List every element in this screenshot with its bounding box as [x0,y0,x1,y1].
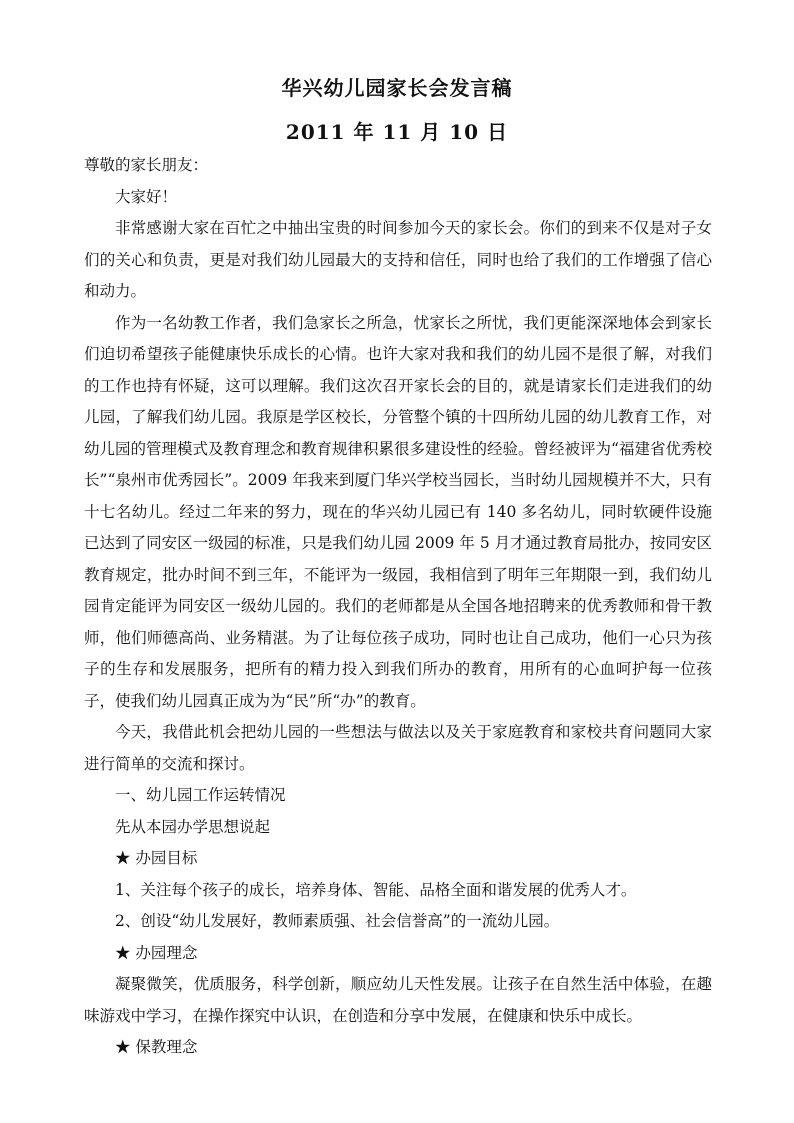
philosophy-text: 凝聚微笑，优质服务，科学创新，顺应幼儿天性发展。让孩子在自然生活中体验，在趣味游戏中学习，在操作探究中认识，在创造和分享中发展，在健康和快乐中成长。 [84,975,712,1025]
section-intro: 先从本园办学思想说起 [115,817,271,836]
greeting: 大家好！ [115,187,178,206]
document-title: 华兴幼儿园家长会发言稿 [281,76,513,100]
goal-item-1: 1、关注每个孩子的成长，培养身体、智能、品格全面和谐发展的优秀人才。 [115,880,637,899]
goal-heading: ★ 办园目标 [115,849,198,867]
care-heading: ★ 保教理念 [115,1038,198,1056]
goal-item-2: 2、创设“幼儿发展好，教师素质强、社会信誉高”的一流幼儿园。 [115,912,560,930]
philosophy-heading: ★ 办园理念 [115,943,198,962]
paragraph-introduction: 作为一名幼教工作者，我们急家长之所急，忧家长之所忧，我们更能深深地体会到家长们迫切希望孩子能健康快乐成长的心情。也许大家对我和我们的幼儿园不是很了解，对我们的工作也持有怀疑，这可以理解。我们这次召开家长会的目的，就是请家长们走进我们的幼儿园，了解我们幼儿园。我原是学区校长，分管整个镇的十四所幼儿园的幼儿教育工作，对幼儿园的管理模式及教育理念和教育规律积累很多建设性的经验。曾经被评为“福建省优秀校长”“泉州市优秀园长”。2009 年我来到厦门华兴学校当园长，当时幼儿园规模并不大，只有十七名幼儿。经过二年来的努力，现在的华兴幼儿园已有 140 多名幼儿，同时软硬件设施已达到了同安区一级园的标准，只是我们幼儿园 2009 年 5 月才通过教育局批办，按同安区教育规定，批办时间不到三年，不能评为一级园，我相信到了明年三年期限一到，我们幼儿园肯定能评为同安区一级幼儿园的。我们的老师都是从全国各地招聘来的优秀教师和骨干教师，他们师德高尚、业务精湛。为了让每位孩子成功，同时也让自己成功，他们一心只为孩子的生存和发展服务，把所有的精力投入到我们所办的教育，用所有的心血呵护每一位孩子，使我们幼儿园真正成为为“民”所“办”的教育。 [84,313,712,710]
salutation: 尊敬的家长朋友： [84,156,209,174]
section-heading-operations: 一、幼儿园工作运转情况 [115,786,286,804]
paragraph-thanks: 非常感谢大家在百忙之中抽出宝贵的时间参加今天的家长会。你们的到来不仅是对子女们的关心和负责，更是对我们幼儿园最大的支持和信任，同时也给了我们的工作增强了信心和动力。 [84,219,712,300]
paragraph-purpose: 今天，我借此机会把幼儿园的一些想法与做法以及关于家庭教育和家校共育问题同大家进行简单的交流和探讨。 [84,723,712,773]
document-body [84,150,712,1064]
document-date: 2011 年 11 月 10 日 [285,120,509,144]
